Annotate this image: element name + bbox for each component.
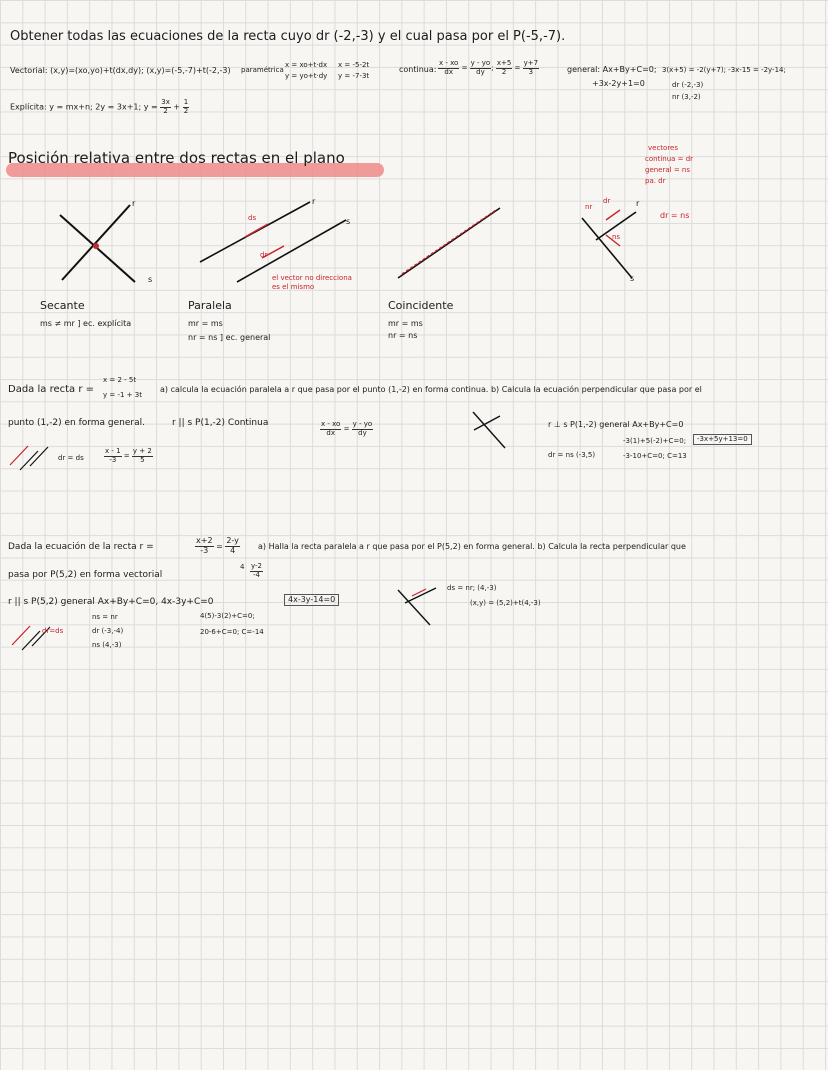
frac-num: y - yo — [352, 420, 373, 428]
ex1-continua-formula: $\frac{x - xo}{dx}$ = $\frac{y - yo}{dy}$ — [321, 420, 373, 437]
ex1-parallel-sketch — [10, 446, 48, 470]
ex2-side-top: 4 — [240, 563, 245, 571]
perp-note: dr = ns — [660, 211, 690, 220]
ex1-dr-ds: dr = ds — [58, 454, 84, 462]
ex2-side-frac — [250, 563, 263, 579]
ex1-system-y: y = -1 + 3t — [103, 391, 142, 399]
frac-num: y+7 — [523, 59, 539, 67]
ex1-dr-ns: dr = ns (-3,5) — [548, 451, 596, 459]
ex2-prefix: Dada la ecuación de la recta r = — [8, 542, 154, 552]
ex1-system-x: x = 2 - 5t — [103, 376, 137, 384]
param-general-x: x = xo+t·dx — [285, 61, 328, 69]
explicita-text: Explícita: y = mx+n; 2y = 3x+1; y = — [10, 102, 158, 112]
continua-label: continua: — [399, 65, 437, 74]
frac-den: -3 — [109, 455, 117, 464]
parallel-label-dr: dr — [260, 251, 268, 259]
ex1-perp-line: r ⊥ s P(1,-2) general Ax+By+C=0 — [548, 420, 684, 429]
frac-den: 2 — [163, 106, 168, 115]
paralela-n: nr = ns ] ec. general — [188, 333, 271, 342]
perp-label-ns: ns — [612, 233, 621, 241]
perp-label-r: r — [636, 199, 640, 208]
frac-num: 2-y — [226, 536, 239, 545]
general-result: +3x-2y+1=0 — [592, 79, 645, 88]
vectorial-equation: Vectorial: (x,y)=(xo,yo)+t(dx,dy); (x,y)=(-5,-7)+t(-2,-3) — [10, 66, 231, 75]
perpendicular-diagram — [582, 210, 636, 278]
ex1-statement-2: punto (1,-2) en forma general. — [8, 418, 145, 428]
frac-den: 3 — [528, 67, 534, 76]
frac-num: y - yo — [470, 59, 491, 67]
dr-value: dr (-2,-3) — [672, 81, 704, 89]
frac-den: -4 — [253, 570, 260, 579]
frac-den: dx — [326, 428, 335, 437]
secant-diagram — [60, 205, 135, 282]
continua-formula: $\frac{x - xo}{dx}$ = $\frac{y - yo}{dy}$ ; $\frac{x+5}{2}$ = $\frac{y+7}{3}$ — [439, 59, 539, 76]
ex2-statement-2: pasa por P(5,2) en forma vectorial — [8, 570, 163, 580]
frac-num: x - xo — [321, 420, 341, 428]
legend-3: general = ns — [645, 166, 691, 174]
ex2-rs-line: r || s P(5,2) general Ax+By+C=0, 4x-3y+C=0 — [8, 597, 214, 607]
ex2-ns-nr: ns = nr — [92, 613, 118, 621]
legend-1: vectores — [648, 144, 679, 152]
frac-num: 1 — [183, 98, 189, 106]
frac-den: 2 — [183, 106, 189, 115]
ex1-prefix: Dada la recta r = — [8, 384, 95, 395]
frac-num: x+2 — [196, 536, 213, 545]
frac-num: y + 2 — [132, 447, 152, 455]
ex2-calc-1: 4(5)-3(2)+C=0; — [200, 612, 255, 620]
explicita-equation: Explícita: y = mx+n; 2y = 3x+1; y = $\frac{3x}{2}$ + $\frac{1}{2}$ — [10, 98, 189, 115]
ex1-perp-calc-2: -3-10+C=0; C=13 — [623, 452, 687, 460]
coincidente-n: nr = ns — [388, 331, 418, 340]
frac-num: y-2 — [251, 562, 262, 570]
ex2-ns-value: ns (4,-3) — [92, 641, 122, 649]
paralela-m: mr = ms — [188, 319, 223, 328]
frac-num: x - 1 — [105, 447, 121, 455]
parallel-label-s: s — [346, 217, 351, 226]
ex2-perp-sketch — [398, 588, 436, 625]
ex1-statement-1: a) calcula la ecuación paralela a r que pasa por el punto (1,-2) en forma continua. b) Calcula la ecuación perpendicular que pasa por el — [160, 385, 702, 394]
parallel-label-ds: ds — [248, 214, 257, 222]
frac-num: 3x — [161, 98, 170, 106]
ex1-perp-calc-1: -3(1)+5(-2)+C=0; — [623, 437, 687, 445]
ex2-equation: $\frac{x+2}{-3}$ = $\frac{2-y}{4}$ — [196, 536, 239, 555]
frac-den: 5 — [140, 455, 145, 464]
ex1-perp-sketch — [473, 412, 505, 448]
general-work: 3(x+5) = -2(y+7); -3x-15 = -2y-14; — [662, 66, 786, 74]
ex2-statement-1: a) Halla la recta paralela a r que pasa por el P(5,2) en forma general. b) Calcula la recta perpendicular que — [258, 542, 686, 551]
coincident-diagram — [398, 208, 500, 278]
ex1-answer: $\frac{x - 1}{-3}$ = $\frac{y + 2}{5}$ — [105, 447, 152, 464]
ex2-perp-eq: ds = nr; (4,-3) — [447, 584, 497, 592]
secant-label-s: s — [148, 275, 153, 284]
frac-den: -3 — [200, 545, 209, 555]
problem-title: Obtener todas las ecuaciones de la recta cuyo dr (-2,-3) y el cual pasa por el P(-5,-7). — [10, 29, 566, 44]
param-y: y = -7-3t — [338, 72, 370, 80]
parametric-label: paramétrica — [241, 66, 284, 74]
ex2-calc-2: 20-6+C=0; C=-14 — [200, 628, 264, 636]
param-general-y: y = yo+t·dy — [285, 72, 328, 80]
parallel-note-1: el vector no direcciona — [272, 274, 352, 282]
frac-den: 4 — [230, 545, 236, 555]
nr-value: nr (3,-2) — [672, 93, 701, 101]
section-title: Posición relativa entre dos rectas en el plano — [8, 149, 345, 167]
secante-label: Secante — [40, 299, 85, 312]
frac-num: x+5 — [496, 59, 512, 67]
ex1-perp-answer-box: -3x+5y+13=0 — [693, 434, 752, 445]
legend-2: continua = dr — [645, 155, 694, 163]
ex2-dr-value: dr (-3,-4) — [92, 627, 124, 635]
coincidente-m: mr = ms — [388, 319, 423, 328]
perp-label-nr: nr — [585, 203, 593, 211]
frac-den: dx — [444, 67, 453, 76]
frac-den: dy — [358, 428, 367, 437]
frac-den: dy — [476, 67, 485, 76]
perp-label-dr: dr — [603, 197, 611, 205]
ex1-rs-line: r || s P(1,-2) Continua — [172, 418, 269, 428]
parallel-label-r: r — [312, 197, 316, 206]
ex2-perp-vector: (x,y) = (5,2)+t(4,-3) — [470, 599, 541, 607]
legend-4: pa. dr — [645, 177, 666, 185]
parallel-diagram — [200, 202, 346, 282]
secante-note: ms ≠ mr ] ec. explícita — [40, 319, 132, 328]
frac-num: x - xo — [439, 59, 459, 67]
parallel-note-2: es el mismo — [272, 283, 315, 291]
perp-label-s: s — [630, 274, 635, 283]
frac-den: 2 — [501, 67, 507, 76]
coincidente-label: Coincidente — [388, 299, 454, 312]
general-label: general: Ax+By+C=0; — [567, 65, 657, 74]
ex2-answer-box: 4x-3y-14=0 — [284, 594, 339, 606]
param-x: x = -5-2t — [338, 61, 370, 69]
ex2-dr-ds: dr=ds — [42, 627, 64, 635]
paralela-label: Paralela — [188, 299, 232, 312]
secant-label-r: r — [132, 199, 136, 208]
